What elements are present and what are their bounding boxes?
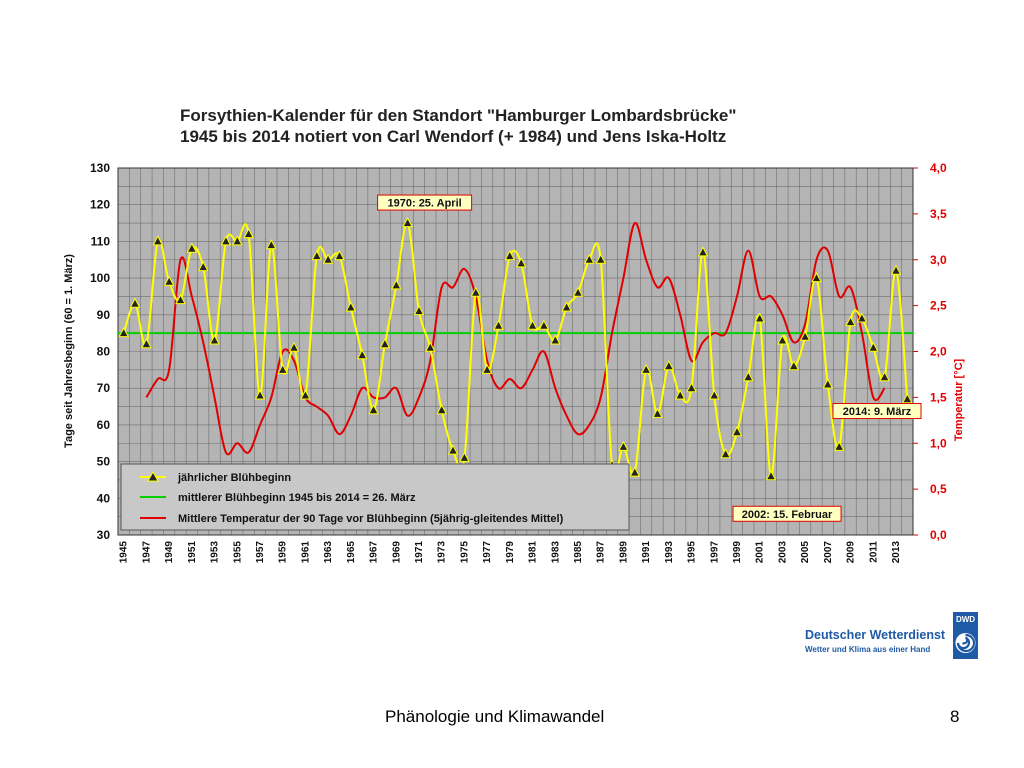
legend-entry-bluehbeginn: jährlicher Blühbeginn — [178, 472, 292, 484]
y-tick-label-right: 1,0 — [930, 436, 947, 451]
y-tick-label-right: 1,5 — [930, 390, 947, 405]
dwd-logo-slogan: Wetter und Klima aus einer Hand — [805, 645, 931, 654]
x-axis-ticks — [119, 541, 902, 564]
x-tick-label: 1969 — [391, 541, 403, 564]
annotation-label: 2002: 15. Februar — [741, 508, 833, 521]
footer-caption: Phänologie und Klimawandel — [385, 707, 605, 726]
x-tick-label: 1961 — [300, 541, 312, 564]
dwd-logo-name: Deutscher Wetterdienst — [805, 628, 946, 642]
x-tick-label: 1957 — [254, 541, 266, 564]
dwd-badge-icon — [953, 612, 978, 659]
chart-title-line-2: 1945 bis 2014 notiert von Carl Wendorf (+ 1984) und Jens Iska-Holtz — [180, 127, 727, 146]
x-tick-label: 1963 — [323, 541, 335, 564]
legend — [121, 464, 629, 530]
x-tick-label: 1979 — [504, 541, 516, 564]
x-tick-label: 1983 — [550, 541, 562, 564]
y-tick-label-right: 2,0 — [930, 344, 947, 359]
y-tick-label-left: 130 — [89, 161, 110, 175]
x-tick-label: 1973 — [436, 541, 448, 564]
y-axis-label-left: Tage seit Jahresbeginn (60 = 1. März) — [63, 254, 75, 448]
x-tick-label: 1975 — [459, 541, 471, 564]
right-axis-ticks — [913, 161, 947, 542]
y-tick-label-right: 4,0 — [930, 161, 947, 175]
x-tick-label: 1977 — [482, 541, 494, 564]
y-tick-label-right: 3,5 — [930, 206, 947, 221]
x-tick-label: 2001 — [754, 541, 766, 564]
x-tick-label: 1949 — [164, 541, 176, 564]
annotation-label: 2014: 9. März — [842, 406, 912, 419]
x-tick-label: 1981 — [527, 541, 539, 564]
chart-title-line-1: Forsythien-Kalender für den Standort "Hamburger Lombardsbrücke" — [180, 106, 737, 125]
x-tick-label: 2003 — [777, 541, 789, 564]
x-tick-label: 1987 — [595, 541, 607, 564]
y-axis-label-right: Temperatur [°C] — [953, 358, 965, 442]
x-tick-label: 2007 — [822, 541, 834, 564]
y-tick-label-left: 60 — [96, 417, 110, 432]
y-tick-label-left: 90 — [96, 307, 110, 322]
x-tick-label: 2009 — [845, 541, 857, 564]
x-tick-label: 2005 — [800, 541, 812, 564]
x-tick-label: 1955 — [232, 541, 244, 564]
left-axis-ticks — [90, 161, 110, 542]
x-tick-label: 1959 — [277, 541, 289, 564]
y-tick-label-left: 50 — [96, 454, 110, 469]
x-tick-label: 1999 — [731, 541, 743, 564]
dwd-badge-text: DWD — [955, 615, 976, 624]
y-tick-label-left: 120 — [89, 197, 110, 212]
annotation-label: 1970: 25. April — [387, 197, 462, 210]
x-tick-label: 1995 — [686, 541, 698, 564]
legend-entry-mittlerer: mittlerer Blühbeginn 1945 bis 2014 = 26. März — [178, 492, 416, 504]
y-tick-label-left: 70 — [96, 381, 110, 396]
y-tick-label-left: 30 — [96, 528, 110, 542]
x-tick-label: 1965 — [345, 541, 357, 564]
legend-entry-temperatur: Mittlere Temperatur der 90 Tage vor Blühbeginn (5jährig-gleitendes Mittel) — [178, 513, 564, 525]
y-tick-label-right: 2,5 — [930, 298, 947, 313]
x-tick-label: 1985 — [572, 541, 584, 564]
x-tick-label: 1997 — [709, 541, 721, 564]
y-tick-label-left: 110 — [90, 234, 110, 249]
y-tick-label-left: 40 — [96, 491, 110, 506]
y-tick-label-right: 0,0 — [930, 528, 947, 542]
dwd-logo — [805, 612, 985, 662]
y-tick-label-right: 0,5 — [930, 482, 947, 497]
x-tick-label: 1991 — [641, 541, 653, 564]
x-tick-label: 1951 — [186, 541, 198, 564]
x-tick-label: 1989 — [618, 541, 630, 564]
x-tick-label: 1947 — [141, 541, 153, 564]
x-tick-label: 1945 — [118, 541, 130, 564]
x-tick-label: 1967 — [368, 541, 380, 564]
x-tick-label: 1953 — [209, 541, 221, 564]
x-tick-label: 1993 — [663, 541, 675, 564]
x-tick-label: 2013 — [890, 541, 902, 564]
x-tick-label: 1971 — [413, 541, 425, 564]
y-tick-label-left: 80 — [96, 344, 110, 359]
x-tick-label: 2011 — [868, 541, 880, 563]
y-tick-label-left: 100 — [89, 271, 110, 286]
y-tick-label-right: 3,0 — [930, 252, 947, 267]
page-number: 8 — [950, 707, 960, 726]
